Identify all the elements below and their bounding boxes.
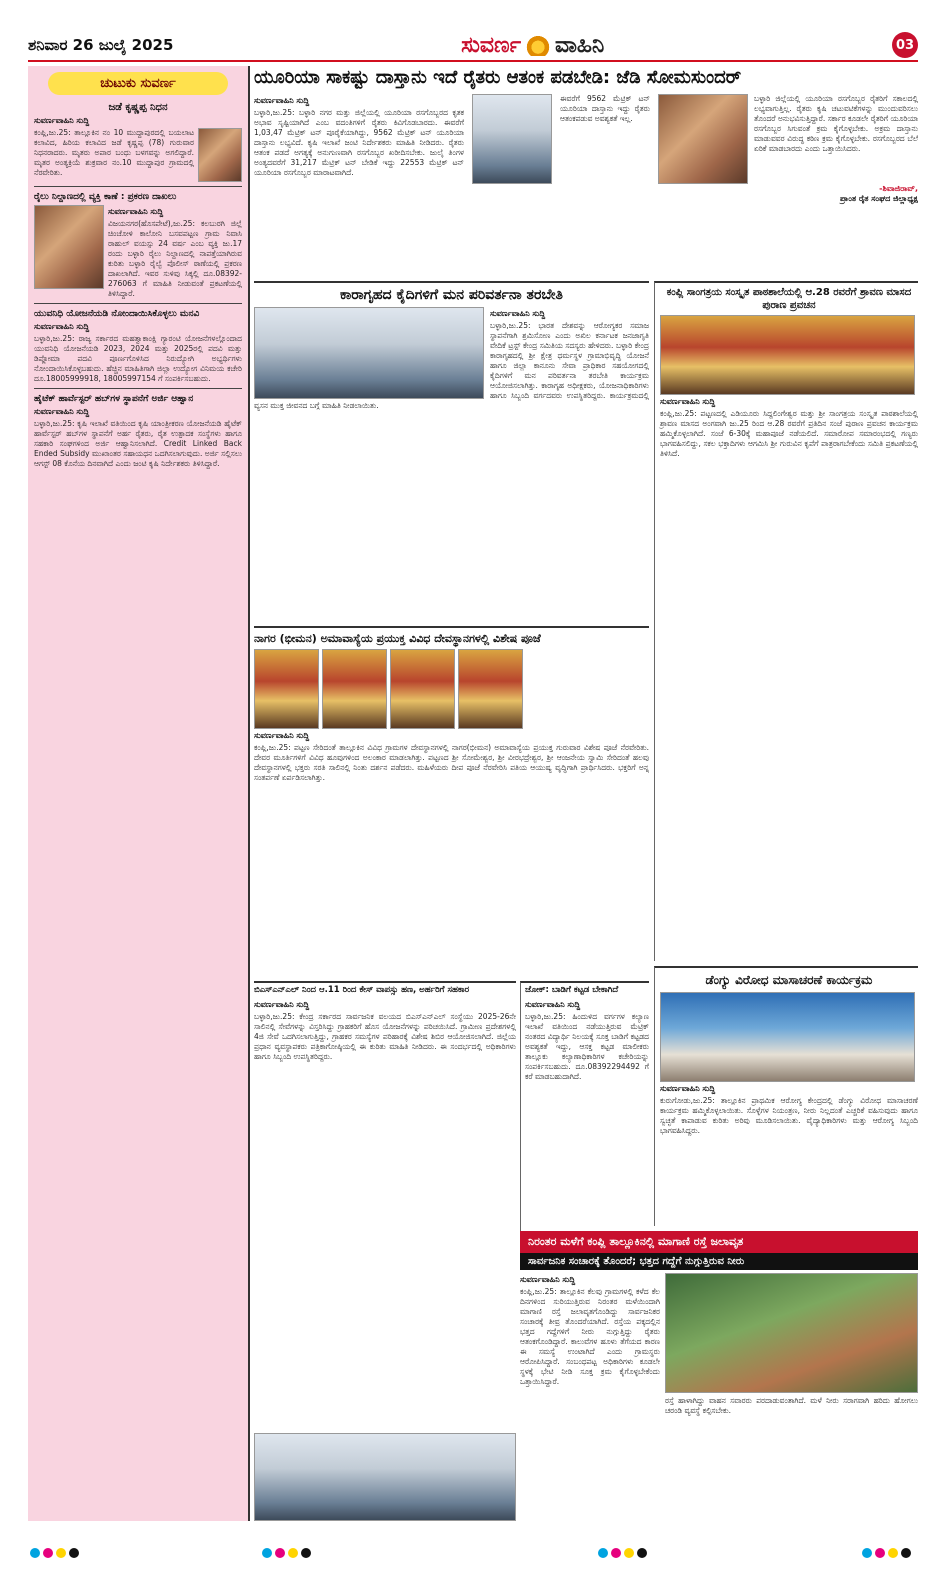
kampli-byline: ಸುವರ್ಣವಾಹಿನಿ ಸುದ್ದಿ xyxy=(660,397,716,406)
brief-headline: ಹೈಟೆಕ್ ಹಾರ್ವೆಸ್ಟರ್ ಹಬ್‌ಗಳ ಸ್ಥಾಪನೆಗೆ ಅರ್ಜಿ ಆಹ್ವಾನ xyxy=(34,394,194,404)
lead-story xyxy=(254,66,918,276)
divider xyxy=(34,303,242,304)
kampli-headline: ಕಂಪ್ಲಿ ಸಾಂಗತ್ರಯ ಸಂಸ್ಕೃತ ಪಾಠಶಾಲೆಯಲ್ಲಿ ಆ.28 ರವರೆಗೆ ಶ್ರಾವಣ ಮಾಸದ ಪುರಾಣ ಪ್ರವಚನ xyxy=(666,287,912,311)
rain-subheadline: ಸಾರ್ವಜನಿಕ ಸಂಚಾರಕ್ಕೆ ತೊಂದರೆ; ಭತ್ತದ ಗದ್ದೆಗೆ ನುಗ್ಗುತ್ತಿರುವ ನೀರು xyxy=(520,1253,918,1270)
rain-body: ಕಂಪ್ಲಿ,ಜು.25: ತಾಲ್ಲೂಕಿನ ಕೆಲವು ಗ್ರಾಮಗಳಲ್ಲಿ ಕಳೆದ ಕೆಲ ದಿನಗಳಿಂದ ಸುರಿಯುತ್ತಿರುವ ನಿರಂತರ ಮಳೆಯಿಂದಾಗಿ ಮಾಗಾಣಿ ರಸ್ತೆ ಜಲಾವೃತಗೊಂಡಿದ್ದು ಸಾರ್ವಜನಿಕರ ಸಂಚಾರಕ್ಕೆ ತೀವ್ರ ತೊಂದರೆಯಾಗಿದೆ. ರಸ್ತೆಯ ಪಕ್ಕದಲ್ಲಿನ ಭತ್ತದ ಗದ್ದೆಗಳಿಗೆ ನೀರು ನುಗ್ಗುತ್ತಿದ್ದು ರೈತರು ಆತಂಕಗೊಂಡಿದ್ದಾರೆ. ಕಾಲುವೆಗಳ ಹೂಳು ತೆಗೆಯದ ಕಾರಣ ಈ ಸಮಸ್ಯೆ ಉಂಟಾಗಿದೆ ಎಂದು ಗ್ರಾಮಸ್ಥರು ಆರೋಪಿಸಿದ್ದಾರೆ. ಸಂಬಂಧಪಟ್ಟ ಅಧಿಕಾರಿಗಳು ಕೂಡಲೇ ಸ್ಥಳಕ್ಕೆ ಭೇಟಿ ನೀಡಿ ಸೂಕ್ತ ಕ್ರಮ ಕೈಗೊಳ್ಳಬೇಕೆಂದು ಒತ್ತಾಯಿಸಿದ್ದಾರೆ. xyxy=(520,1287,660,1386)
brief-obituary xyxy=(34,101,242,182)
dengue-byline: ಸುವರ್ಣವಾಹಿನಿ ಸುದ್ದಿ xyxy=(660,1084,716,1093)
nagara-byline: ಸುವರ್ಣವಾಹಿನಿ ಸುದ್ದಿ xyxy=(254,731,310,740)
brief-harvester-hub xyxy=(34,393,242,469)
kampli-body: ಕಂಪ್ಲಿ,ಜು.25: ಪಟ್ಟಣದಲ್ಲಿ ಎಡಿಯೂರು ಸಿದ್ದಲಿಂಗೇಶ್ವರ ಮತ್ತು ಶ್ರೀ ಸಾಂಗತ್ರಯ ಸಂಸ್ಕೃತ ಪಾಠಶಾಲೆಯಲ್ಲಿ ಶ್ರಾವಣ ಮಾಸದ ಅಂಗವಾಗಿ ಜು.25 ರಿಂದ ಆ.28 ರವರೆಗೆ ಪ್ರತಿದಿನ ಸಂಜೆ ಪುರಾಣ ಪ್ರವಚನ ಕಾರ್ಯಕ್ರಮ ಹಮ್ಮಿಕೊಳ್ಳಲಾಗಿದೆ. ಸಂಜೆ 6-30ಕ್ಕೆ ಮಹಾಪೂಜೆ ನಡೆಯಲಿದೆ. ಸಮಾರೋಪ ಸಮಾರಂಭದಲ್ಲಿ ಗಣ್ಯರು ಭಾಗವಹಿಸಲಿದ್ದು, ಸಕಲ ಭಕ್ತಾದಿಗಳು ಆಗಮಿಸಿ ಶ್ರೀ ಗುರುವಿನ ಕೃಪೆಗೆ ಪಾತ್ರರಾಗಬೇಕೆಂದು ಸಮಿತಿ ಪ್ರಕಟಣೆಯಲ್ಲಿ ತಿಳಿಸಿದೆ. xyxy=(660,409,918,458)
left-brief-column xyxy=(28,66,250,1521)
brand-part-one: ಸುವರ್ಣ xyxy=(461,32,521,58)
nagara-headline: ನಾಗರ (ಭೀಮನ) ಅಮಾವಾಸ್ಯೆಯ ಪ್ರಯುಕ್ತ ವಿವಿಧ ದೇವಸ್ಥಾನಗಳಲ್ಲಿ ವಿಶೇಷ ಪೂಜೆ xyxy=(254,632,541,645)
dengue-body: ಕುರುಗೋಡು,ಜು.25: ತಾಲ್ಲೂಕಿನ ಪ್ರಾಥಮಿಕ ಆರೋಗ್ಯ ಕೇಂದ್ರದಲ್ಲಿ ಡೆಂಗ್ಯು ವಿರೋಧ ಮಾಸಾಚರಣೆ ಕಾರ್ಯಕ್ರಮ ಹಮ್ಮಿಕೊಳ್ಳಲಾಯಿತು. ಸೊಳ್ಳೆಗಳ ನಿಯಂತ್ರಣ, ನೀರು ನಿಲ್ಲದಂತೆ ಎಚ್ಚರಿಕೆ ವಹಿಸುವುದು ಹಾಗೂ ಸ್ವಚ್ಛತೆ ಕಾಪಾಡುವ ಕುರಿತು ಅರಿವು ಮೂಡಿಸಲಾಯಿತು. ವೈದ್ಯಾಧಿಕಾರಿಗಳು ಮತ್ತು ಆರೋಗ್ಯ ಸಿಬ್ಬಂದಿ ಭಾಗವಹಿಸಿದ್ದರು. xyxy=(660,1096,918,1135)
rain-headline: ನಿರಂತರ ಮಳೆಗೆ ಕಂಪ್ಲಿ ತಾಲ್ಲೂಕಿನಲ್ಲಿ ಮಾಗಾಣಿ ರಸ್ತೆ ಜಲಾವೃತ xyxy=(520,1231,918,1253)
lead-headline: ಯೂರಿಯಾ ಸಾಕಷ್ಟು ದಾಸ್ತಾನು ಇದೆ ರೈತರು ಆತಂಕ ಪಡಬೇಡಿ: ಜೆಡಿ ಸೋಮಸುಂದರ್ xyxy=(254,67,742,88)
kampli-pravachana-story xyxy=(654,281,918,961)
bsnl-byline: ಸುವರ್ಣವಾಹಿನಿ ಸುದ್ದಿ xyxy=(254,1000,310,1009)
lead-body-continued: ಈವರೆಗೆ 9562 ಮೆಟ್ರಿಕ್ ಟನ್ ಯೂರಿಯಾ ದಾಸ್ತಾನು ಇದ್ದು ರೈತರು ಆತಂಕಪಡುವ ಅವಶ್ಯಕತೆ ಇಲ್ಲ. xyxy=(560,94,650,123)
temple-photo xyxy=(458,649,523,729)
registration-marks xyxy=(862,1548,911,1560)
issue-date: ಶನಿವಾರ 26 ಜುಲೈ 2025 xyxy=(28,36,174,54)
registration-marks xyxy=(598,1548,647,1560)
caption-name: -ಶಿವಾಜಿರಾವ್, xyxy=(879,184,918,193)
divider xyxy=(34,388,242,389)
divider xyxy=(34,186,242,187)
lead-byline: ಸುವರ್ಣವಾಹಿನಿ ಸುದ್ದಿ xyxy=(254,96,310,105)
obituary-photo xyxy=(198,128,242,182)
registration-marks xyxy=(262,1548,311,1560)
brief-headline: ಜಡೆ ಕೃಷ್ಣಪ್ಪ ನಿಧನ xyxy=(108,102,168,113)
prison-byline: ಸುವರ್ಣವಾಹಿನಿ ಸುದ್ದಿ xyxy=(490,309,546,318)
main-content xyxy=(254,66,918,1521)
bsnl-story xyxy=(254,981,516,1521)
prison-headline: ಕಾರಾಗೃಹದ ಕೈದಿಗಳಿಗೆ ಮನ ಪರಿವರ್ತನಾ ತರಬೇತಿ xyxy=(340,287,563,303)
nagara-body: ಕಂಪ್ಲಿ,ಜು.25: ಪಟ್ಟಣ ಸೇರಿದಂತೆ ತಾಲ್ಲೂಕಿನ ವಿವಿಧ ಗ್ರಾಮಗಳ ದೇವಸ್ಥಾನಗಳಲ್ಲಿ ನಾಗರ(ಭೀಮನ) ಅಮಾವಾಸ್ಯೆಯ ಪ್ರಯುಕ್ತ ಗುರುವಾರ ವಿಶೇಷ ಪೂಜೆ ನೆರವೇರಿತು. ದೇವರ ಮೂರ್ತಿಗಳಿಗೆ ವಿವಿಧ ಹೂವುಗಳಿಂದ ಅಲಂಕಾರ ಮಾಡಲಾಗಿತ್ತು. ಪಟ್ಟಣದ ಶ್ರೀ ಸೋಮೇಶ್ವರ, ಶ್ರೀ ವೀರಭದ್ರೇಶ್ವರ, ಶ್ರೀ ಆಂಜನೇಯ ಸ್ವಾಮಿ ಸೇರಿದಂತೆ ಹಲವು ದೇವಸ್ಥಾನಗಳಲ್ಲಿ ಭಕ್ತರು ಸರತಿ ಸಾಲಿನಲ್ಲಿ ನಿಂತು ದರ್ಶನ ಪಡೆದರು. ಮಹಿಳೆಯರು ದೀಪ ಪೂಜೆ ನೆರವೇರಿಸಿ ಪತಿಯ ಆಯುಷ್ಯ ವೃದ್ಧಿಗಾಗಿ ಪ್ರಾರ್ಥಿಸಿದರು. ಭಕ್ತರಿಗೆ ಅನ್ನ ಸಂತರ್ಪಣೆ ಏರ್ಪಡಿಸಲಾಗಿತ್ತು. xyxy=(254,743,649,782)
rental-byline: ಸುವರ್ಣವಾಹಿನಿ ಸುದ್ದಿ xyxy=(525,1000,581,1009)
brief-byline: ಸುವರ್ಣವಾಹಿನಿ ಸುದ್ದಿ xyxy=(108,207,164,216)
brief-byline: ಸುವರ್ಣವಾಹಿನಿ ಸುದ್ದಿ xyxy=(34,322,90,331)
rental-headline: ಜೋಕ್: ಬಾಡಿಗೆ ಕಟ್ಟಡ ಬೇಕಾಗಿದೆ xyxy=(525,985,619,995)
brief-headline: ರೈಲು ನಿಲ್ದಾಣದಲ್ಲಿ ವ್ಯಕ್ತಿ ಕಾಣೆ : ಪ್ರಕರಣ ದಾಖಲು xyxy=(34,192,177,202)
missing-person-photo xyxy=(34,205,104,289)
caption-role: ಪ್ರಾಂತ ರೈತ ಸಂಘದ ಜಿಲ್ಲಾಧ್ಯಕ್ಷ xyxy=(840,194,918,203)
rain-body-continued: ರಸ್ತೆ ಹಾಳಾಗಿದ್ದು ವಾಹನ ಸವಾರರು ಪರದಾಡುವಂತಾಗಿದೆ. ಮಳೆ ನೀರು ಸರಾಗವಾಗಿ ಹರಿದು ಹೋಗಲು ಚರಂಡಿ ವ್ಯವಸ್ಥೆ ಕಲ್ಪಿಸಬೇಕು. xyxy=(665,1396,918,1415)
registration-marks xyxy=(30,1548,79,1560)
flooded-road-photo xyxy=(665,1273,918,1393)
bsnl-press-photo xyxy=(254,1433,516,1521)
pathashala-photo xyxy=(660,315,915,395)
section-label: ಚುಟುಕು ಸುವರ್ಣ xyxy=(48,72,228,95)
nagara-amavasya-story xyxy=(254,626,649,976)
bsnl-body: ಬಳ್ಳಾರಿ,ಜು.25: ಕೇಂದ್ರ ಸರ್ಕಾರದ ಸಾರ್ವಜನಿಕ ವಲಯದ ಬಿಎಸ್‌ಎನ್‌ಎಲ್ ಸಂಸ್ಥೆಯು 2025-26ನೇ ಸಾಲಿನಲ್ಲಿ ಸೇವೆಗಳನ್ನು ವಿಸ್ತರಿಸಿದ್ದು ಗ್ರಾಹಕರಿಗೆ ಹೊಸ ಯೋಜನೆಗಳನ್ನು ಪರಿಚಯಿಸಿದೆ. ಗ್ರಾಮೀಣ ಪ್ರದೇಶಗಳಲ್ಲಿ 4ಜಿ ಸೇವೆ ಒದಗಿಸಲಾಗುತ್ತಿದ್ದು, ಗ್ರಾಹಕರ ಸಮಸ್ಯೆಗಳ ಪರಿಹಾರಕ್ಕೆ ವಿಶೇಷ ಶಿಬಿರ ಆಯೋಜಿಸಲಾಗಿದೆ. ಜಿಲ್ಲೆಯ ಪ್ರಧಾನ ವ್ಯವಸ್ಥಾಪಕರು ಪತ್ರಿಕಾಗೋಷ್ಠಿಯಲ್ಲಿ ಈ ಕುರಿತು ಮಾಹಿತಿ ನೀಡಿದರು. ಈ ಸಂದರ್ಭದಲ್ಲಿ ಅಧಿಕಾರಿಗಳು ಹಾಗೂ ಸಿಬ್ಬಂದಿ ಉಪಸ್ಥಿತರಿದ್ದರು. xyxy=(254,1012,516,1061)
brief-body: ಬಳ್ಳಾರಿ,ಜು.25: ರಾಜ್ಯ ಸರ್ಕಾರದ ಮಹತ್ವಾಕಾಂಕ್ಷಿ ಗ್ಯಾರಂಟಿ ಯೋಜನೆಗಳಲ್ಲೊಂದಾದ ಯುವನಿಧಿ ಯೋಜನೆಯಡಿ 2023, 2024 ಮತ್ತು 2025ರಲ್ಲಿ ಪದವಿ ಮತ್ತು ಡಿಪ್ಲೋಮಾ ಪದವಿ ಪೂರ್ಣಗೊಳಿಸಿದ ನಿರುದ್ಯೋಗಿ ಅಭ್ಯರ್ಥಿಗಳು ನೋಂದಾಯಿಸಿಕೊಳ್ಳಬಹುದು. ಹೆಚ್ಚಿನ ಮಾಹಿತಿಗಾಗಿ ಜಿಲ್ಲಾ ಉದ್ಯೋಗ ವಿನಿಮಯ ಕಚೇರಿ ದೂ.18005999918, 18005997154 ಗೆ ಸಂಪರ್ಕಿಸಬಹುದು. xyxy=(34,334,242,383)
brief-body: ಬಳ್ಳಾರಿ,ಜು.25: ಕೃಷಿ ಇಲಾಖೆ ವತಿಯಿಂದ ಕೃಷಿ ಯಾಂತ್ರೀಕರಣ ಯೋಜನೆಯಡಿ ಹೈಟೆಕ್ ಹಾರ್ವೆಸ್ಟರ್ ಹಬ್‌ಗಳ ಸ್ಥಾಪನೆಗೆ ಅರ್ಹ ರೈತರು, ರೈತ ಉತ್ಪಾದಕ ಸಂಸ್ಥೆಗಳು ಹಾಗೂ ಸಹಕಾರಿ ಸಂಘಗಳಿಂದ ಅರ್ಜಿ ಆಹ್ವಾನಿಸಲಾಗಿದೆ. Credit Linked Back Ended Subsidy ಮುಖಾಂತರ ಸಹಾಯಧನ ಒದಗಿಸಲಾಗುವುದು. ಅರ್ಜಿ ಸಲ್ಲಿಸಲು ಆಗಸ್ಟ್ 08 ಕೊನೆಯ ದಿನವಾಗಿದೆ ಎಂದು ಜಂಟಿ ಕೃಷಿ ನಿರ್ದೇಶಕರು ತಿಳಿಸಿದ್ದಾರೆ. xyxy=(34,419,242,468)
brand-sun-icon xyxy=(525,34,551,56)
rain-story xyxy=(520,1231,918,1521)
temple-photo xyxy=(390,649,455,729)
brief-body: ಕಂಪ್ಲಿ,ಜು.25: ತಾಲ್ಲೂಕಿನ ನಂ 10 ಮುದ್ದಾಪುರದಲ್ಲಿ ಬಯಲಾಟ ಕಲಾವಿದ, ಹಿರಿಯ ಕಲಾವಿದ ಜಡೆ ಕೃಷ್ಣಪ್ಪ (78) ಗುರುವಾರ ನಿಧನರಾದರು. ಮೃತರು ಅಪಾರ ಬಂಧು ಬಳಗವನ್ನು ಅಗಲಿದ್ದಾರೆ. ಮೃತರ ಅಂತ್ಯಕ್ರಿಯೆ ಶುಕ್ರವಾರ ನಂ.10 ಮುದ್ದಾಪುರ ಗ್ರಾಮದಲ್ಲಿ ನೆರವೇರಿತು. xyxy=(34,128,194,177)
temple-photo xyxy=(254,649,319,729)
prison-story xyxy=(254,281,649,621)
prison-event-photo xyxy=(254,307,484,399)
brief-byline: ಸುವರ್ಣವಾಹಿನಿ ಸುದ್ದಿ xyxy=(34,116,90,125)
temple-photo xyxy=(322,649,387,729)
brief-headline: ಯುವನಿಧಿ ಯೋಜನೆಯಡಿ ನೋಂದಾಯಿಸಿಕೊಳ್ಳಲು ಮನವಿ xyxy=(34,309,200,319)
masthead xyxy=(28,30,918,62)
official-portrait xyxy=(472,94,552,184)
prison-body: ಬಳ್ಳಾರಿ,ಜು.25: ಭಾರತ ದೇಶವನ್ನು ಆರೋಗ್ಯಕರ ಸಮಾಜ ಸ್ಥಾಪನೆಗಾಗಿ ಶ್ರಮಿಸೋಣ ಎಂದು ಅಖಿಲ ಕರ್ನಾಟಕ ಜನಜಾಗೃತಿ ವೇದಿಕೆ ಟ್ರಸ್ಟ್ ಕೇಂದ್ರ ಸಮಿತಿಯ ಸದಸ್ಯರು ಹೇಳಿದರು. ಬಳ್ಳಾರಿ ಕೇಂದ್ರ ಕಾರಾಗೃಹದಲ್ಲಿ ಶ್ರೀ ಕ್ಷೇತ್ರ ಧರ್ಮಸ್ಥಳ ಗ್ರಾಮಾಭಿವೃದ್ಧಿ ಯೋಜನೆ ಹಾಗೂ ಜಿಲ್ಲಾ ಕಾನೂನು ಸೇವಾ ಪ್ರಾಧಿಕಾರ ಸಹಯೋಗದಲ್ಲಿ ಕೈದಿಗಳಿಗೆ ಮನ ಪರಿವರ್ತನಾ ತರಬೇತಿ ಕಾರ್ಯಕ್ರಮ ಆಯೋಜಿಸಲಾಗಿತ್ತು. ಕಾರಾಗೃಹ ಅಧೀಕ್ಷಕರು, ಯೋಜನಾಧಿಕಾರಿಗಳು ಹಾಗೂ ಸಿಬ್ಬಂದಿ ವರ್ಗದವರು ಉಪಸ್ಥಿತರಿದ್ದರು. ಕಾರ್ಯಕ್ರಮದಲ್ಲಿ ವ್ಯಸನ ಮುಕ್ತ ಜೀವನದ ಬಗ್ಗೆ ಮಾಹಿತಿ ನೀಡಲಾಯಿತು. xyxy=(254,321,649,410)
dengue-event-photo xyxy=(660,992,915,1082)
brand-part-two: ವಾಹಿನಿ xyxy=(554,32,605,58)
bsnl-headline: ಬಿಎಸ್‌ಎನ್‌ಎಲ್ ನಿಂದ ಆ.11 ರಿಂದ ಕೇಸ್ ವಾಪಸ್ಸು ಹಣ, ಅರ್ಹರಿಗೆ ಸಹಕಾರ xyxy=(254,985,470,995)
brief-missing-person xyxy=(34,191,242,299)
farmer-leader-photo xyxy=(658,94,748,184)
dengue-story xyxy=(654,966,918,1226)
rain-byline: ಸುವರ್ಣವಾಹಿನಿ ಸುದ್ದಿ xyxy=(520,1275,576,1284)
brief-yuvanidhi xyxy=(34,308,242,384)
lead-body: ಬಳ್ಳಾರಿ,ಜು.25: ಬಳ್ಳಾರಿ ನಗರ ಮತ್ತು ಜಿಲ್ಲೆಯಲ್ಲಿ ಯೂರಿಯಾ ರಸಗೊಬ್ಬರದ ಕೃತಕ ಅಭಾವ ಸೃಷ್ಟಿಯಾಗಿದೆ ಎಂಬ ವದಂತಿಗಳಿಗೆ ರೈತರು ಕಿವಿಗೊಡಬಾರದು. ಈವರೆಗೆ 1,03,47 ಮೆಟ್ರಿಕ್ ಟನ್ ಪೂರೈಕೆಯಾಗಿದ್ದು, 9562 ಮೆಟ್ರಿಕ್ ಟನ್ ಯೂರಿಯಾ ದಾಸ್ತಾನು ಲಭ್ಯವಿದೆ. ಕೃಷಿ ಇಲಾಖೆ ಜಂಟಿ ನಿರ್ದೇಶಕರು ಮಾಹಿತಿ ನೀಡಿದರು. ರೈತರು ಆತಂಕ ಪಡದೆ ಅಗತ್ಯಕ್ಕೆ ಅನುಗುಣವಾಗಿ ರಸಗೊಬ್ಬರ ಖರೀದಿಸಬೇಕು. ಜುಲೈ ತಿಂಗಳ ಅಂತ್ಯದವರೆಗೆ 31,217 ಮೆಟ್ರಿಕ್ ಟನ್ ಬೇಡಿಕೆ ಇದ್ದು 22553 ಮೆಟ್ರಿಕ್ ಟನ್ ಯೂರಿಯಾ ರಸಗೊಬ್ಬರ ಮಾರಾಟವಾಗಿದೆ. xyxy=(254,108,464,177)
page-number: 03 xyxy=(892,32,918,58)
brief-body: ವಿಜಯನಗರ(ಹೊಸಪೇಟೆ),ಜು.25: ಕಲಬುರಗಿ ಜಿಲ್ಲೆ ಚಿಂಚೋಳಿ ಕಾಲೋನಿ ಬಸವಪಟ್ಟಣ ಗ್ರಾಮ ನಿವಾಸಿ ರಾಹುಲ್ ವಯಸ್ಸು 24 ವರ್ಷ ಎಂಬ ವ್ಯಕ್ತಿ ಜು.17 ರಂದು ಬಳ್ಳಾರಿ ರೈಲು ನಿಲ್ದಾಣದಲ್ಲಿ ನಾಪತ್ತೆಯಾಗಿರುವ ಕುರಿತು ಬಳ್ಳಾರಿ ರೈಲ್ವೆ ಪೊಲೀಸ್ ಠಾಣೆಯಲ್ಲಿ ಪ್ರಕರಣ ದಾಖಲಾಗಿದೆ. ಇವರ ಸುಳಿವು ಸಿಕ್ಕಲ್ಲಿ ದೂ.08392-276063 ಗೆ ಮಾಹಿತಿ ನೀಡುವಂತೆ ಪ್ರಕಟಣೆಯಲ್ಲಿ ತಿಳಿಸಿದ್ದಾರೆ. xyxy=(108,219,242,298)
rental-building-story xyxy=(520,981,649,1231)
rental-body: ಬಳ್ಳಾರಿ,ಜು.25: ಹಿಂದುಳಿದ ವರ್ಗಗಳ ಕಲ್ಯಾಣ ಇಲಾಖೆ ವತಿಯಿಂದ ನಡೆಯುತ್ತಿರುವ ಮೆಟ್ರಿಕ್ ನಂತರದ ವಿದ್ಯಾರ್ಥಿ ನಿಲಯಕ್ಕೆ ಸೂಕ್ತ ಬಾಡಿಗೆ ಕಟ್ಟಡದ ಅವಶ್ಯಕತೆ ಇದ್ದು, ಆಸಕ್ತ ಕಟ್ಟಡ ಮಾಲೀಕರು ತಾಲ್ಲೂಕು ಕಲ್ಯಾಣಾಧಿಕಾರಿಗಳ ಕಚೇರಿಯನ್ನು ಸಂಪರ್ಕಿಸಬಹುದು. ದೂ.08392294492 ಗೆ ಕರೆ ಮಾಡಬಹುದಾಗಿದೆ. xyxy=(525,1012,649,1081)
brief-byline: ಸುವರ್ಣವಾಹಿನಿ ಸುದ್ದಿ xyxy=(34,407,90,416)
dengue-headline: ಡೆಂಗ್ಯು ವಿರೋಧ ಮಾಸಾಚರಣೆ ಕಾರ್ಯಕ್ರಮ xyxy=(705,973,873,987)
leader-statement: ಬಳ್ಳಾರಿ ಜಿಲ್ಲೆಯಲ್ಲಿ ಯೂರಿಯಾ ರಸಗೊಬ್ಬರ ರೈತರಿಗೆ ಸಕಾಲದಲ್ಲಿ ಲಭ್ಯವಾಗುತ್ತಿಲ್ಲ. ರೈತರು ಕೃಷಿ ಚಟುವಟಿಕೆಗಳನ್ನು ಮುಂದುವರಿಸಲು ತೊಂದರೆ ಅನುಭವಿಸುತ್ತಿದ್ದಾರೆ. ಸರ್ಕಾರ ಕೂಡಲೇ ರೈತರಿಗೆ ಯೂರಿಯಾ ರಸಗೊಬ್ಬರ ಸಿಗುವಂತೆ ಕ್ರಮ ಕೈಗೊಳ್ಳಬೇಕು. ಅಕ್ರಮ ದಾಸ್ತಾನು ಮಾಡುವವರ ವಿರುದ್ಧ ಕಠಿಣ ಕ್ರಮ ಕೈಗೊಳ್ಳಬೇಕು. ರಸಗೊಬ್ಬರದ ಬೆಲೆ ಏರಿಕೆ ಮಾಡಬಾರದು ಎಂದು ಒತ್ತಾಯಿಸಿದರು. xyxy=(754,94,918,153)
newspaper-brand xyxy=(461,33,604,58)
